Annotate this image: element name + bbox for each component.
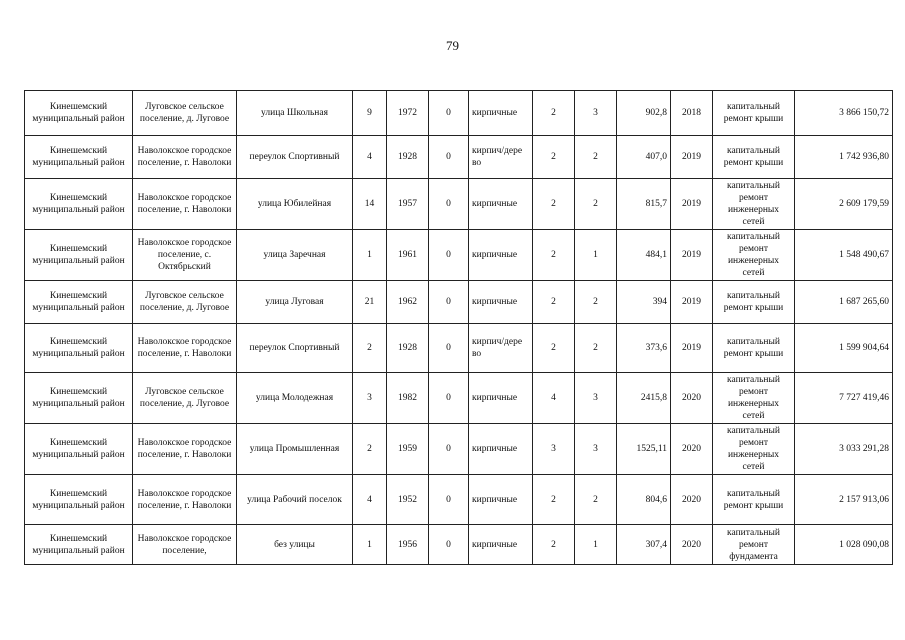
cell-floors: 2 — [533, 179, 575, 230]
cell-cost: 1 742 936,80 — [795, 136, 893, 179]
cell-floors: 2 — [533, 91, 575, 136]
cell-district: Кинешемский муниципальный район — [25, 281, 133, 324]
cell-repair-year: 2019 — [671, 136, 713, 179]
cell-district: Кинешемский муниципальный район — [25, 525, 133, 565]
cell-repair-type: капитальный ремонт крыши — [713, 475, 795, 525]
cell-entrances: 3 — [575, 373, 617, 424]
cell-repair-year: 2019 — [671, 179, 713, 230]
page-number: 79 — [446, 38, 459, 53]
cell-area: 373,6 — [617, 324, 671, 373]
cell-house-number: 2 — [353, 424, 387, 475]
cell-entrances: 1 — [575, 525, 617, 565]
cell-floors: 2 — [533, 475, 575, 525]
cell-district: Кинешемский муниципальный район — [25, 179, 133, 230]
cell-cost: 1 687 265,60 — [795, 281, 893, 324]
cell-repair-type: капитальный ремонт инженерных сетей — [713, 230, 795, 281]
cell-wear-percent: 0 — [429, 373, 469, 424]
cell-street: улица Молодежная — [237, 373, 353, 424]
table-row — [25, 373, 893, 424]
table-row — [25, 281, 893, 324]
cell-wall-material: кирпичные — [469, 475, 533, 525]
cell-wear-percent: 0 — [429, 324, 469, 373]
cell-wear-percent: 0 — [429, 179, 469, 230]
table-row — [25, 324, 893, 373]
table-row — [25, 424, 893, 475]
table-row — [25, 179, 893, 230]
cell-repair-type: капитальный ремонт крыши — [713, 136, 795, 179]
cell-area: 407,0 — [617, 136, 671, 179]
cell-repair-type: капитальный ремонт фундамента — [713, 525, 795, 565]
cell-repair-type: капитальный ремонт крыши — [713, 281, 795, 324]
cell-repair-year: 2020 — [671, 525, 713, 565]
cell-house-number: 4 — [353, 475, 387, 525]
cell-entrances: 2 — [575, 179, 617, 230]
cell-cost: 1 548 490,67 — [795, 230, 893, 281]
cell-year-built: 1962 — [387, 281, 429, 324]
cell-wall-material: кирпичные — [469, 281, 533, 324]
table-row — [25, 230, 893, 281]
cell-cost: 7 727 419,46 — [795, 373, 893, 424]
cell-floors: 3 — [533, 424, 575, 475]
cell-street: переулок Спортивный — [237, 136, 353, 179]
table-row — [25, 525, 893, 565]
cell-area: 307,4 — [617, 525, 671, 565]
cell-area: 484,1 — [617, 230, 671, 281]
cell-entrances: 3 — [575, 424, 617, 475]
cell-wear-percent: 0 — [429, 136, 469, 179]
cell-street: улица Промышленная — [237, 424, 353, 475]
cell-year-built: 1982 — [387, 373, 429, 424]
cell-year-built: 1928 — [387, 136, 429, 179]
cell-cost: 1 599 904,64 — [795, 324, 893, 373]
cell-settlement: Луговское сельское поселение, д. Луговое — [133, 373, 237, 424]
cell-cost: 3 033 291,28 — [795, 424, 893, 475]
cell-street: переулок Спортивный — [237, 324, 353, 373]
cell-house-number: 21 — [353, 281, 387, 324]
cell-entrances: 3 — [575, 91, 617, 136]
cell-area: 815,7 — [617, 179, 671, 230]
table-row — [25, 475, 893, 525]
cell-repair-year: 2018 — [671, 91, 713, 136]
cell-wear-percent: 0 — [429, 525, 469, 565]
cell-settlement: Наволокское городское поселение, г. Наволоки — [133, 324, 237, 373]
cell-wall-material: кирпичные — [469, 91, 533, 136]
cell-entrances: 2 — [575, 136, 617, 179]
cell-street: без улицы — [237, 525, 353, 565]
table-row — [25, 91, 893, 136]
table-body — [25, 91, 893, 565]
cell-house-number: 4 — [353, 136, 387, 179]
cell-entrances: 2 — [575, 281, 617, 324]
cell-cost: 3 866 150,72 — [795, 91, 893, 136]
cell-wear-percent: 0 — [429, 281, 469, 324]
cell-floors: 2 — [533, 525, 575, 565]
cell-floors: 2 — [533, 281, 575, 324]
cell-settlement: Наволокское городское поселение, г. Наволоки — [133, 136, 237, 179]
cell-repair-year: 2019 — [671, 230, 713, 281]
cell-floors: 4 — [533, 373, 575, 424]
cell-year-built: 1928 — [387, 324, 429, 373]
cell-street: улица Луговая — [237, 281, 353, 324]
cell-cost: 2 609 179,59 — [795, 179, 893, 230]
cell-house-number: 1 — [353, 525, 387, 565]
cell-repair-type: капитальный ремонт инженерных сетей — [713, 179, 795, 230]
cell-wall-material: кирпичные — [469, 373, 533, 424]
table-row — [25, 136, 893, 179]
cell-repair-year: 2020 — [671, 424, 713, 475]
cell-floors: 2 — [533, 136, 575, 179]
cell-street: улица Юбилейная — [237, 179, 353, 230]
cell-floors: 2 — [533, 324, 575, 373]
cell-wall-material: кирпич/дере во — [469, 324, 533, 373]
cell-area: 394 — [617, 281, 671, 324]
cell-house-number: 14 — [353, 179, 387, 230]
cell-district: Кинешемский муниципальный район — [25, 424, 133, 475]
cell-wall-material: кирпич/дере во — [469, 136, 533, 179]
cell-district: Кинешемский муниципальный район — [25, 324, 133, 373]
cell-wear-percent: 0 — [429, 230, 469, 281]
cell-wear-percent: 0 — [429, 91, 469, 136]
cell-year-built: 1972 — [387, 91, 429, 136]
housing-repair-table — [24, 90, 893, 565]
cell-district: Кинешемский муниципальный район — [25, 230, 133, 281]
cell-area: 804,6 — [617, 475, 671, 525]
cell-house-number: 3 — [353, 373, 387, 424]
cell-repair-year: 2020 — [671, 373, 713, 424]
cell-repair-type: капитальный ремонт инженерных сетей — [713, 373, 795, 424]
cell-repair-year: 2019 — [671, 324, 713, 373]
cell-settlement: Луговское сельское поселение, д. Луговое — [133, 91, 237, 136]
cell-year-built: 1957 — [387, 179, 429, 230]
cell-year-built: 1956 — [387, 525, 429, 565]
cell-repair-type: капитальный ремонт крыши — [713, 91, 795, 136]
cell-cost: 1 028 090,08 — [795, 525, 893, 565]
cell-wall-material: кирпичные — [469, 230, 533, 281]
cell-settlement: Наволокское городское поселение, г. Наволоки — [133, 179, 237, 230]
cell-wear-percent: 0 — [429, 424, 469, 475]
cell-wear-percent: 0 — [429, 475, 469, 525]
cell-street: улица Заречная — [237, 230, 353, 281]
cell-settlement: Наволокское городское поселение, — [133, 525, 237, 565]
cell-wall-material: кирпичные — [469, 525, 533, 565]
cell-street: улица Рабочий поселок — [237, 475, 353, 525]
cell-district: Кинешемский муниципальный район — [25, 373, 133, 424]
cell-district: Кинешемский муниципальный район — [25, 136, 133, 179]
cell-street: улица Школьная — [237, 91, 353, 136]
cell-repair-year: 2020 — [671, 475, 713, 525]
cell-house-number: 9 — [353, 91, 387, 136]
cell-repair-year: 2019 — [671, 281, 713, 324]
cell-area: 2415,8 — [617, 373, 671, 424]
cell-settlement: Наволокское городское поселение, г. Наволоки — [133, 424, 237, 475]
cell-settlement: Луговское сельское поселение, д. Луговое — [133, 281, 237, 324]
cell-area: 902,8 — [617, 91, 671, 136]
cell-cost: 2 157 913,06 — [795, 475, 893, 525]
cell-entrances: 1 — [575, 230, 617, 281]
cell-house-number: 2 — [353, 324, 387, 373]
cell-year-built: 1952 — [387, 475, 429, 525]
cell-district: Кинешемский муниципальный район — [25, 475, 133, 525]
cell-wall-material: кирпичные — [469, 179, 533, 230]
cell-wall-material: кирпичные — [469, 424, 533, 475]
cell-house-number: 1 — [353, 230, 387, 281]
cell-repair-type: капитальный ремонт инженерных сетей — [713, 424, 795, 475]
cell-floors: 2 — [533, 230, 575, 281]
cell-settlement: Наволокское городское поселение, с. Октябрьский — [133, 230, 237, 281]
cell-area: 1525,11 — [617, 424, 671, 475]
cell-entrances: 2 — [575, 324, 617, 373]
cell-entrances: 2 — [575, 475, 617, 525]
cell-year-built: 1959 — [387, 424, 429, 475]
cell-year-built: 1961 — [387, 230, 429, 281]
cell-repair-type: капитальный ремонт крыши — [713, 324, 795, 373]
cell-settlement: Наволокское городское поселение, г. Наволоки — [133, 475, 237, 525]
cell-district: Кинешемский муниципальный район — [25, 91, 133, 136]
